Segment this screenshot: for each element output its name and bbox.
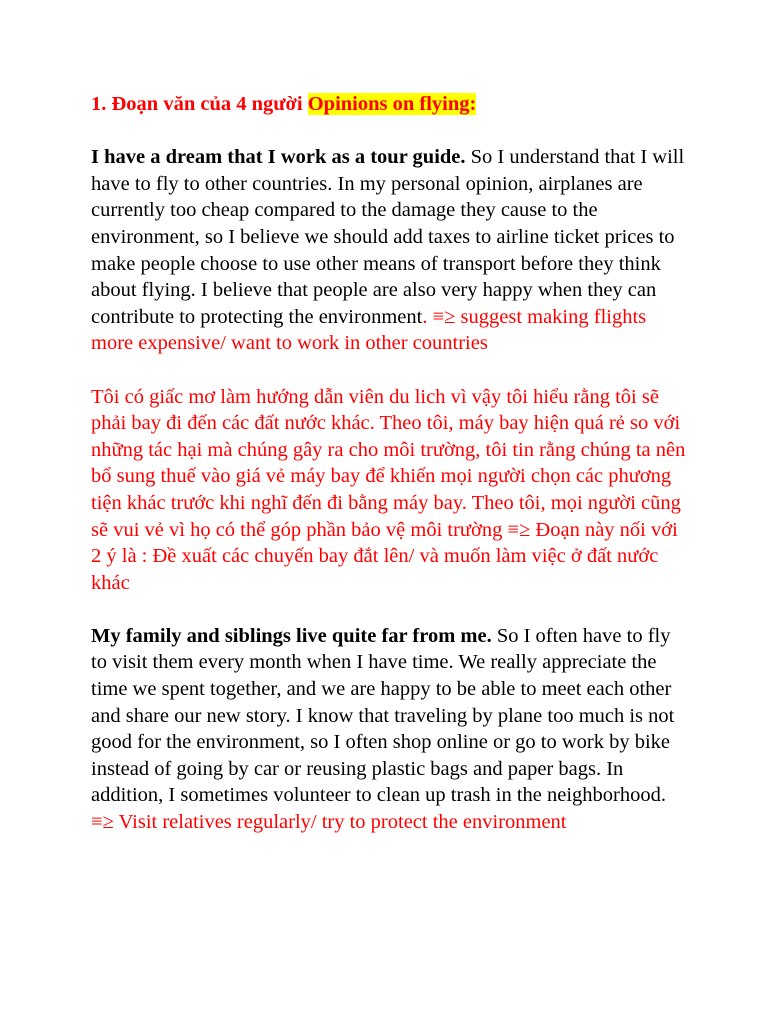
heading-prefix: 1. Đoạn văn của 4 người xyxy=(91,93,308,115)
document-page xyxy=(91,91,691,862)
paragraph-tour-guide xyxy=(91,144,691,357)
heading-highlight: Opinions on flying: xyxy=(307,93,477,115)
paragraph-note: ≡≥ Visit relatives regularly/ try to protect the environment xyxy=(91,811,567,834)
paragraph-lead-sentence: My family and siblings live quite far from me. xyxy=(91,624,492,647)
paragraph-body: So I often have to fly to visit them every month when I have time. We really appreciate the time we spent together, and we are happy to be able to meet each other and share our new story. I know that traveling by plane too much is not good for the environment, so I often shop online or go to work by bike instead of going by car or reusing plastic bags and paper bags. In addition, I sometimes volunteer to clean up trash in the neighborhood. xyxy=(91,624,675,807)
translation-text: Tôi có giấc mơ làm hướng dẫn viên du lich vì vậy tôi hiểu rằng tôi sẽ phải bay đi đến các đất nước khác. Theo tôi, máy bay hiện quá rẻ so với những tác hại mà chúng gây ra cho môi trường, tôi tin rằng chúng ta nên bổ sung thuế vào giá vẻ máy bay để khiến mọi người chọn các phương tiện khác trước khi nghĩ đến đi bằng máy bay. Theo tôi, mọi người cũng sẽ vui vẻ vì họ có thể góp phần bảo vệ môi trường ≡≥ Đoạn này nối với 2 ý là : Đề xuất các chuyến bay đắt lên/ và muốn làm việc ở đất nước khác xyxy=(91,385,686,594)
paragraph-body: So I understand that I will have to fly to other countries. In my personal opinion, airplanes are currently too cheap compared to the damage they cause to the environment, so I believe we should add taxes to airline ticket prices to make people choose to use other means of transport before they think about flying. I believe that people are also very happy when they can contribute to protecting the environment xyxy=(91,146,685,328)
section-heading xyxy=(91,91,691,118)
paragraph-lead-sentence: I have a dream that I work as a tour guide. xyxy=(91,146,466,169)
paragraph-vietnamese-translation xyxy=(91,384,691,597)
paragraph-note: . ≡≥ suggest making flights more expensive/ want to work in other countries xyxy=(91,305,647,355)
paragraph-family xyxy=(91,623,691,836)
